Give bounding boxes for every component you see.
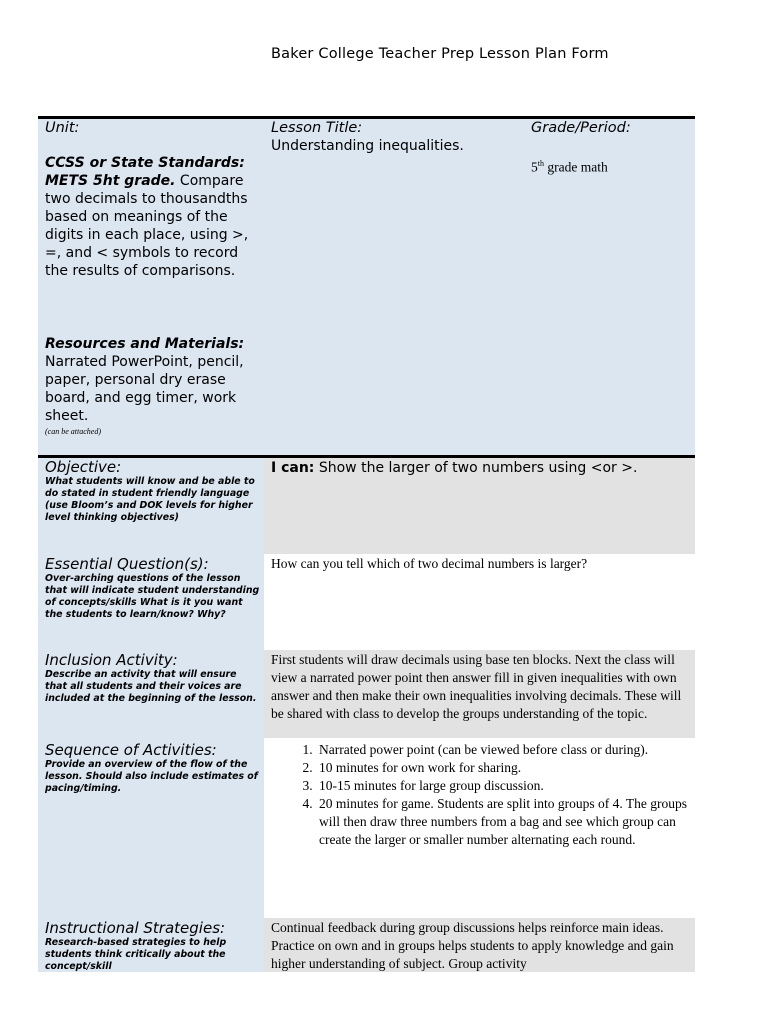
essential-label-cell bbox=[45, 556, 261, 621]
sequence-list bbox=[271, 741, 691, 849]
objective-text: Show the larger of two numbers using <or >. bbox=[314, 460, 638, 476]
standards-text: Compare two decimals to thousandths based on meanings of the digits in each place, using >, =, and < symbols to record the results of comparisons. bbox=[45, 173, 249, 279]
sequence-item: 1. Narrated power point (can be viewed before class or during). bbox=[316, 741, 691, 759]
sequence-item: 3. 10-15 minutes for large group discussion. bbox=[316, 777, 691, 795]
resources-note: (can be attached) bbox=[45, 427, 101, 436]
essential-label: Essential Question(s): bbox=[45, 555, 209, 573]
objective-label-cell bbox=[45, 459, 261, 524]
label-column-band bbox=[38, 458, 264, 972]
grade-value bbox=[531, 155, 608, 177]
essential-value: How can you tell which of two decimal numbers is larger? bbox=[271, 556, 588, 571]
sequence-item: 2. 10 minutes for own work for sharing. bbox=[316, 759, 691, 777]
resources-text: Narrated PowerPoint, pencil, paper, personal dry erase board, and egg timer, work sheet. bbox=[45, 354, 244, 424]
sequence-label: Sequence of Activities: bbox=[45, 741, 217, 759]
unit-label: Unit: bbox=[45, 120, 80, 136]
grade-label: Grade/Period: bbox=[531, 120, 631, 136]
inclusion-description: Describe an activity that will ensure that all students and their voices are included at the beginning of the lesson. bbox=[45, 669, 257, 704]
objective-label: Objective: bbox=[45, 458, 122, 476]
instructional-value: Continual feedback during group discussions helps reinforce main ideas. Practice on own and in groups helps students to apply knowledge and gain higher understanding of subject. Group activity bbox=[271, 920, 674, 971]
grade-superscript: th bbox=[537, 159, 544, 168]
inclusion-label-cell bbox=[45, 652, 261, 705]
instructional-label: Instructional Strategies: bbox=[45, 919, 226, 937]
grade-number: 5 bbox=[531, 159, 538, 175]
sequence-item: 4. 20 minutes for game. Students are split into groups of 4. The groups will then draw three numbers from a bag and see which group can create the larger or smaller number alternating each round. bbox=[316, 795, 691, 849]
inclusion-label: Inclusion Activity: bbox=[45, 651, 178, 669]
essential-description: Over-arching questions of the lesson that will indicate student understanding of concepts/skills What is it you want the students to learn/know? Why? bbox=[45, 573, 260, 620]
standards-block bbox=[45, 154, 257, 280]
lesson-title-value: Understanding inequalities. bbox=[271, 138, 464, 154]
page-title: Baker College Teacher Prep Lesson Plan Form bbox=[271, 46, 609, 62]
lesson-title-label: Lesson Title: bbox=[271, 120, 363, 136]
resources-label: Resources and Materials: bbox=[45, 336, 245, 352]
grade-rest: grade math bbox=[543, 159, 608, 175]
i-can-label: I can: bbox=[271, 460, 315, 476]
instructional-description: Research-based strategies to help students think critically about the concept/skill bbox=[45, 937, 227, 972]
instructional-label-cell bbox=[45, 920, 261, 973]
inclusion-value: First students will draw decimals using base ten blocks. Next the class will view a narrated power point then answer fill in given inequalities with own answer and then make their own inequalities involving decimals. These will be shared with class to develop the groups understanding of the topic. bbox=[271, 652, 682, 721]
standards-label: CCSS or State Standards: METS 5ht grade. bbox=[45, 155, 245, 189]
objective-value bbox=[271, 459, 691, 477]
objective-description: What students will know and be able to do stated in student friendly language (use Bloom’s and DOK levels for higher level thinking objectives) bbox=[45, 476, 255, 523]
resources-block bbox=[45, 335, 257, 425]
sequence-label-cell bbox=[45, 742, 261, 795]
sequence-description: Provide an overview of the flow of the lesson. Should also include estimates of pacing/timing. bbox=[45, 759, 258, 794]
